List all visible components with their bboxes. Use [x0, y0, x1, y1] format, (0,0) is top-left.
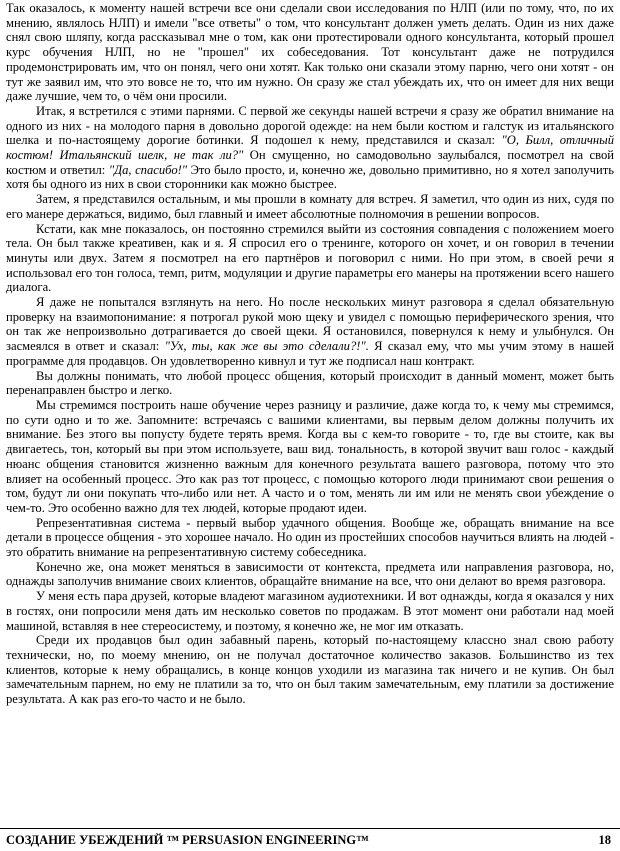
paragraph-4: [6, 222, 614, 296]
paragraph-10: [6, 589, 614, 633]
paragraph-8: [6, 516, 614, 560]
paragraph-text: Он смущенно, но самодовольно заулыбался, посмотрел на свой костюм и ответил:: [6, 148, 614, 177]
paragraph-1: [6, 1, 614, 104]
paragraph-2: [6, 104, 614, 192]
paragraph-11: [6, 633, 614, 707]
paragraph-text: Так оказалось, к моменту нашей встречи все они сделали свои исследования по НЛП (или по тому, что, по их мнению, являлось НЛП) и имели "все ответы" о том, что консультант должен уметь делать. Один из них даже снял свою шляпу, когда рассказывал мне о том, как они протестировали одного консультанта, который прошел курс обучения НЛП, но не "прошел" их собеседования. Тот консультант даже не потрудился продемонстрировать им, что он понял, чего они хотят. Как только они сказали этому парню, чего они хотят - он тут же заявил им, что это вовсе не то, что им нужно. Он сразу же стал убеждать их, что он имеет для них вещи даже лучшие, чем то, о чём они просили.: [6, 1, 614, 104]
paragraph-9: [6, 560, 614, 589]
paragraph-text: У меня есть пара друзей, которые владеют магазином аудиотехники. И вот однажды, когда я оказался у них в гостях, они попросили меня дать им несколько советов по продажам. В этот момент они работали над моей машиной, вставляя в нее стереосистему, и поэтому, я конечно же, не мог им отказать.: [6, 589, 614, 633]
quote-text: "О, Билл, отличный костюм! Итальянский шелк, не так ли?": [6, 133, 614, 163]
paragraph-text: Кстати, как мне показалось, он постоянно стремился выйти из состояния совпадения с положением моего тела. Он был также креативен, как и я. Я спросил его о тренинге, которого он хочет, и он говорил в течении минуты или двух. Затем я посмотрел на его партнёров и поговорил с ними. Но при этом, в своей речи я использовал его тон голоса, темп, ритм, модуляции и другие параметры его манеры на протяжении всего нашего диалога.: [6, 221, 614, 295]
paragraph-text: Конечно же, она может меняться в зависимости от контекста, предмета или направления разговора, но, однажды заполучив внимание своих клиентов, обращайте внимание на все, что они делают во время разговора.: [6, 559, 614, 589]
paragraph-6: [6, 369, 614, 398]
paragraph-text: Итак, я встретился с этими парнями. С первой же секунды нашей встречи я сразу же обратил внимание на одного из них - на молодого парня в довольно дорогой одежде: на нем были костюм и галстук из итальянского шелка и по-настоящему дорогие ботинки. Я подошел к нему, представился и сказал:: [6, 103, 614, 148]
document-body: [6, 1, 614, 707]
paragraph-7: [6, 398, 614, 516]
paragraph-text: Я даже не попытался взглянуть на него. Но после нескольких минут разговора я сделал обязательную проверку на взаимопонимание: я потрогал рукой мою щеку и увидел с помощью периферического зрения, что он так же непроизвольно дотрагивается до своей щеки. Я остановился, повернулся к нему и улыбнулся. Он засмеялся в ответ и сказал:: [6, 295, 614, 354]
paragraph-text: Затем, я представился остальным, и мы прошли в комнату для встреч. Я заметил, что один из них, судя по его манере держаться, видимо, был главный и имеет абсолютные полномочия в решении вопросов.: [6, 192, 614, 221]
paragraph-text: Я сказал ему, что мы учим этому в нашей программе для продавцов. Он удовлетворенно кивнул и тут же подписал наш контракт.: [6, 339, 614, 368]
paragraph-text: Вы должны понимать, что любой процесс общения, который происходит в данный момент, может быть перенаправлен быстро и легко.: [6, 368, 614, 398]
page-footer: [0, 822, 620, 851]
paragraph-text: Это было просто, и, конечно же, довольно примитивно, но я хотел заполучить хотя бы одного из них в свои сторонники как можно быстрее.: [6, 162, 614, 192]
quote-text: "Да, спасибо!": [108, 162, 188, 177]
quote-text: "Ух, ты, как же вы это сделали?!".: [164, 339, 369, 354]
paragraph-text: Среди их продавцов был один забавный парень, который по-настоящему классно знал свою работу технически, но, по моему мнению, он не получал достаточное количество заказов. Большинство из тех клиентов, которые к нему обращались, в конце концов уходили из магазина так ничего и не купив. Он был замечательным парнем, но ему не платили за то, что он был таким замечательным, ему платили за достижение результата. А как раз его-то часто и не было.: [6, 633, 614, 707]
page-number: 18: [598, 833, 611, 847]
paragraph-text: Мы стремимся построить наше обучение через разницу и различие, даже когда то, к чему мы стремимся, по сути одно и то же. Запомните: встречаясь с вашими клиентами, вы первым делом должны получить их внимание. Без этого вы попусту будете терять время. Когда вы с кем-то говорите - то, где вы стоите, как вы двигаетесь, тон, который вы при этом используете, ваш вид. тональность, в которой звучит ваш голос - каждый нюанс общения становится жизненно важным для конечного результата вашего разговора, потому что это влияет на особенный процесс. Это как раз тот процесс, с помощью которого люди принимают свои решения о том, будут ли они покупать что-либо или нет. А часто и о том, менять ли им или не менять свои убеждение о чем-то. Это особенно важно для тех людей, которые продают идеи.: [6, 397, 614, 515]
paragraph-3: [6, 192, 614, 221]
footer-divider: [0, 828, 620, 829]
paragraph-5: [6, 295, 614, 369]
paragraph-text: Репрезентативная система - первый выбор удачного общения. Вообще же, обращать внимание на все детали в процессе общения - это хорошее начало. Но один из простейших способов научиться влиять на людей - это обратить внимание на репрезентативную систему собеседника.: [6, 515, 614, 560]
footer-book-title: СОЗДАНИЕ УБЕЖДЕНИЙ ™ PERSUASION ENGINEERING™: [6, 833, 369, 847]
